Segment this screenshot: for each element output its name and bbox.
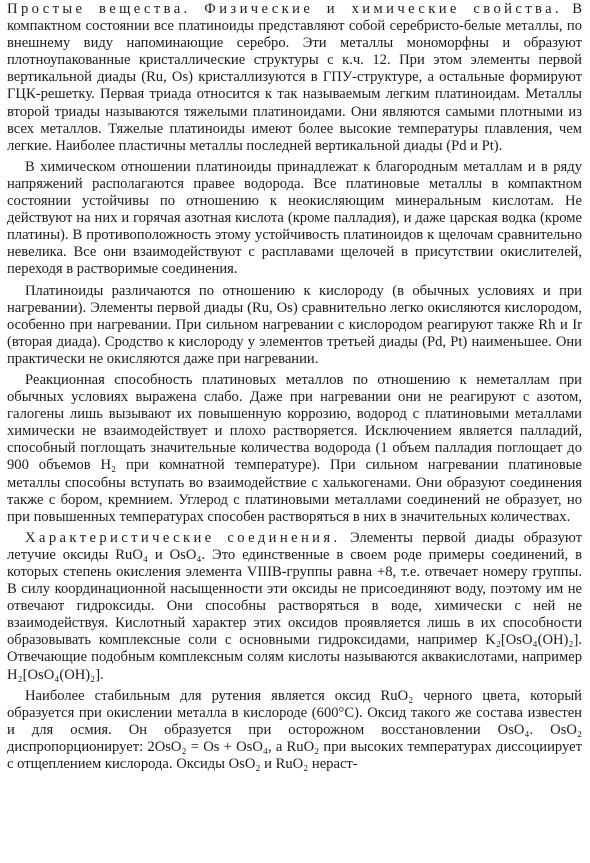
paragraph-ruthenium-oxide: [7, 688, 582, 773]
section-heading-characteristic-compounds: Характеристические соединения.: [25, 529, 341, 546]
paragraph-text: Реакционная способность платиновых металлов по отношению к неметаллам при обычных условиях выражена слабо. Даже при нагревании они не реагируют с азотом, галогены лишь вызывают их повышенную коррозию, водород с платиновыми металлами химически не взаимодействует и плохо растворяется. Исключением является палладий, способный поглощать значительные количества водорода (1 объем палладия поглощает до 900 объемов H₂ при комнатной температуре). При сильном нагревании платиновые металлы способны вступать во взаимодействие с халькогенами. Они образуют соединения также с бором, кремнием. Углерод с платиновыми металлами соединений не образует, но при повышенных температурах способен растворяться в них в значительных количествах.: [7, 371, 582, 525]
section-heading-simple-substances: Простые вещества. Физические и химические свойства.: [7, 1, 563, 17]
paragraph-oxygen-reactivity: [7, 283, 582, 368]
paragraph-chemical-behaviour: [7, 159, 582, 279]
paragraph-text: Наиболее стабильным для рутения является оксид RuO₂ черного цвета, который образуется при окислении металла в кислороде (600°C). Оксид такого же состава известен и для осмия. Он образуется при осторожном восстановлении OsO₄. OsO₂ диспропорционирует: 2OsO₂ = Os + OsO₄, а RuO₂ при высоких температурах диссоциирует с отщеплением кислорода. Оксиды OsO₂ и RuO₂ нераст-: [7, 687, 582, 773]
paragraph-text: В компактном состоянии все платиноиды представляют собой серебристо-белые металлы, по внешнему виду напоминающие серебро. Эти металлы мономорфны и образуют плотноупакованные кристаллические структуры с к.ч. 12. При этом элементы первой вертикальной диады (Ru, Os) кристаллизуются в ГПУ-структуре, а остальные формируют ГЦК-решетку. Первая триада относится к так называемым легким платиноидам. Металлы второй триады называются тяжелыми платиноидами. Они являются самыми плотными из всех металлов. Тяжелые платиноиды имеют более высокие температуры плавления, чем легкие. Наиболее пластичны металлы последней вертикальной диады (Pd и Pt).: [7, 1, 582, 154]
paragraph-simple-substances: [7, 1, 582, 155]
paragraph-text: В химическом отношении платиноиды принадлежат к благородным металлам и в ряду напряжений располагаются правее водорода. Все платиновые металлы в компактном состоянии устойчивы по отношению к неокисляющим минеральным кислотам. Не действуют на них и горячая азотная кислота (кроме палладия), и даже царская водка (кроме платины). В противоположность этому устойчивость платиноидов к щелочам сравнительно невелика. Все они взаимодействуют с расплавами щелочей в присутствии окислителей, переходя в растворимые соединения.: [7, 158, 582, 278]
paragraph-nonmetal-reactivity: [7, 372, 582, 526]
paragraph-characteristic-compounds: [7, 530, 582, 684]
paragraph-text: Платиноиды различаются по отношению к кислороду (в обычных условиях и при нагревании). Элементы первой диады (Ru, Os) сравнительно легко окисляются кислородом, особенно при нагревании. При сильном нагревании с кислородом реагируют также Rh и Ir (вторая диада). Сродство к кислороду у элементов третьей диады (Pd, Pt) наименьшее. Они практически не окисляются даже при нагревании.: [7, 282, 582, 367]
paragraph-text: Элементы первой диады образуют летучие оксиды RuO₄ и OsO₄. Это единственные в своем роде примеры соединений, в которых степень окисления элемента VIIIB-группы равна +8, т.е. отвечает номеру группы. В силу координационной насыщенности эти оксиды не присоединяют воду, поэтому им не отвечают гидроксиды. Они способны растворяться в воде, химически с ней не взаимодействуя. Кислотный характер этих оксидов проявляется лишь в их способности образовывать комплексные соли с основными гидроксидами, например K₂[OsO₄(OH)₂]. Отвечающие подобным комплексным солям кислоты называются аквакислотами, например H₂[OsO₄(OH)₂].: [7, 529, 582, 683]
